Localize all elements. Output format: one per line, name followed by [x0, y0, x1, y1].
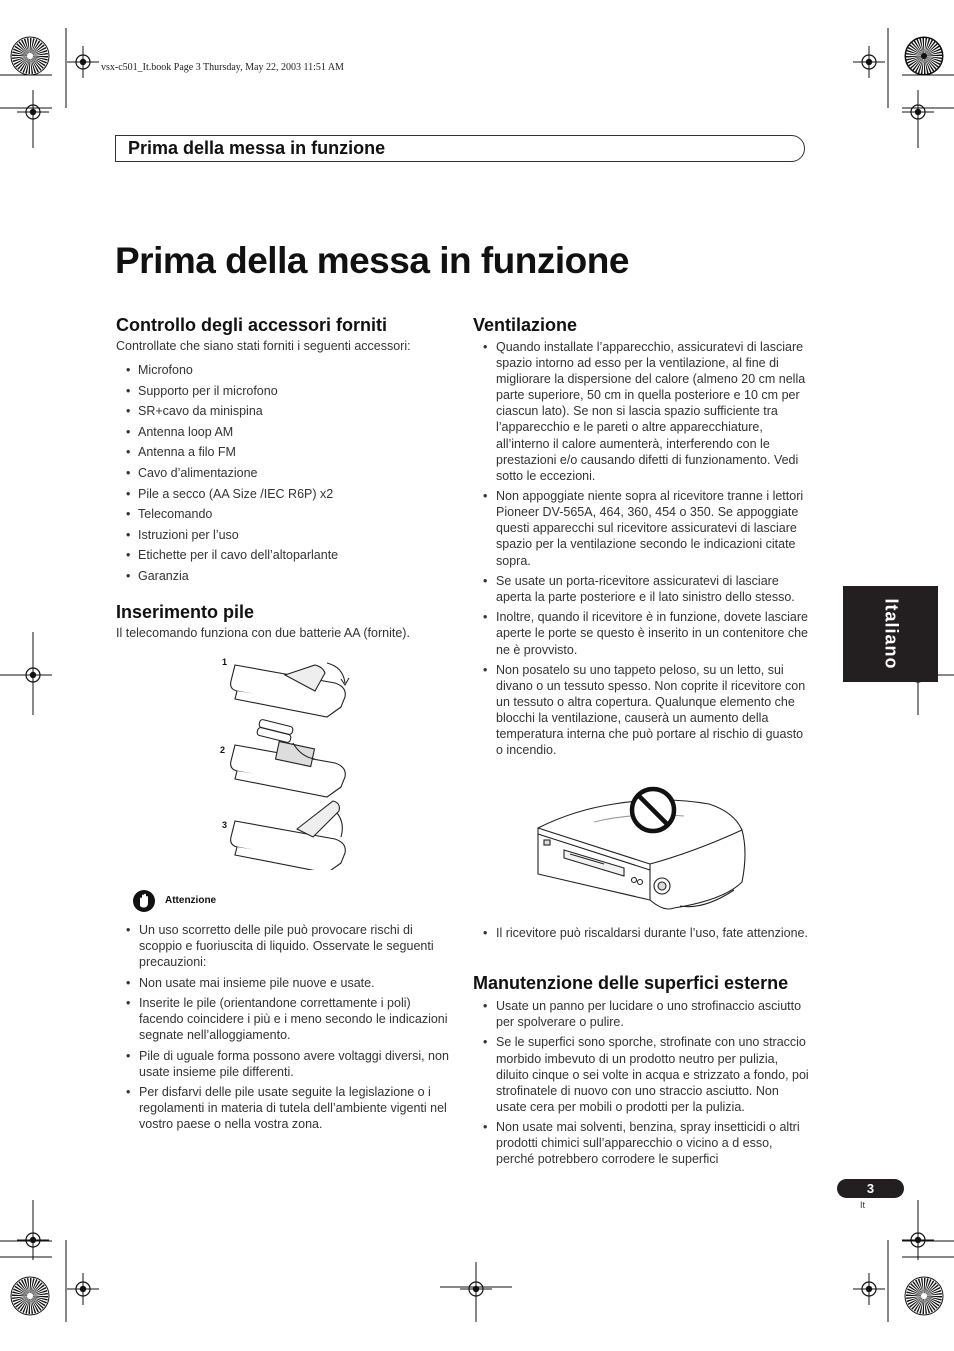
list-item: • Etichette per il cavo dell’altoparlante [116, 545, 456, 566]
list-item: • Pile di uguale forma possono avere voltaggi diversi, non usate insieme pile differenti. [116, 1048, 454, 1080]
caution-label: Attenzione [165, 895, 217, 906]
batteries-section [116, 602, 456, 641]
maintenance-list [473, 998, 811, 1168]
list-item: • Per disfarvi delle pile usate seguite la legislazione o i regolamenti in materia di tutela dell’ambiente vigenti nel vostro paese o nella vostra zona. [116, 1084, 454, 1132]
caution-list-container [116, 922, 454, 1137]
page-title: Prima della messa in funzione [115, 240, 629, 281]
caution-list [116, 922, 454, 1132]
list-item: • Non appoggiate niente sopra al ricevitore tranne i lettori Pioneer DV-565A, 464, 360, 454 o 350. Se appoggiate questi apparecchi sul ricevitore assicuratevi di lasciare spazio per la ventilazione secondo le indicazioni citate sopra. [473, 488, 811, 568]
accessories-section [116, 315, 456, 587]
list-item: • Telecomando [116, 504, 456, 525]
section-header-bar: Prima della messa in funzione [115, 135, 805, 162]
list-item: • Pile a secco (AA Size /IEC R6P) x2 [116, 484, 456, 505]
list-item: • Non posatelo su uno tappeto peloso, su un letto, sui divano o un tessuto spesso. Non coprite il ricevitore con un tessuto o altra copertura. Qualunque elemento che blocchi la ventilazione, causerà un aumento della temperatura interna che può portare al rischio di guasto o incendio. [473, 662, 811, 759]
list-item: • Istruzioni per l’uso [116, 525, 456, 546]
file-info: vsx-c501_It.book Page 3 Thursday, May 22, 2003 11:51 AM [101, 62, 344, 73]
accessories-heading: Controllo degli accessori forniti [116, 315, 388, 335]
covered-receiver-illustration [534, 782, 749, 917]
ventilation-section [473, 315, 811, 763]
language-tab-label: Italiano [881, 598, 902, 670]
list-item: • Cavo d’alimentazione [116, 463, 456, 484]
list-item: • Un uso scorretto delle pile può provocare rischi di scoppio e fuoriuscita di liquido. Osservate le seguenti precauzioni: [116, 922, 454, 970]
list-item: • Il ricevitore può riscaldarsi durante l’uso, fate attenzione. [473, 925, 811, 941]
registration-target-icon [905, 37, 943, 75]
maintenance-section [473, 973, 811, 1172]
registration-target-icon [11, 1277, 49, 1315]
list-item: • Quando installate l’apparecchio, assicuratevi di lasciare spazio intorno ad esso per la ventilazione, al fine di migliorare la dispersione del calore (almeno 20 cm nella parte superiore, 50 cm in quella posteriore e 10 cm per ciascun lato). Se non si lascia spazio sufficiente tra l’apparecchio e le pareti o altre apparecchiature, all’interno il calore aumenterà, interferendo con le prestazioni e/o causando difetti di funzionamento. Vedi sotto le eccezioni. [473, 339, 811, 484]
step-label-2: 2 [220, 745, 226, 755]
ventilation-heading: Ventilazione [473, 315, 578, 335]
step-label-3: 3 [222, 820, 228, 830]
maintenance-heading: Manutenzione delle superfici esterne [473, 973, 789, 993]
list-item: • Non usate mai solventi, benzina, spray insetticidi o altri prodotti chimici sull’apparecchio o vicino a d esso, perché potrebbero corrodere le superfici [473, 1119, 811, 1167]
list-item: • Inoltre, quando il ricevitore è in funzione, dovete lasciare aperte le porte se questo è inserito in un contenitore che ne è provvisto. [473, 609, 811, 657]
page-number: 3 [837, 1179, 904, 1198]
page-language-code: It [860, 1200, 866, 1210]
heat-warning-list [473, 925, 811, 941]
list-item: • Usate un panno per lucidare o uno strofinaccio asciutto per spolverare o pulire. [473, 998, 811, 1030]
list-item: • Inserite le pile (orientandone correttamente i poli) facendo coincidere i più e i meno secondo le indicazioni segnate nell’alloggiamento. [116, 995, 454, 1043]
heat-warning-container [473, 925, 811, 945]
list-item: • Se usate un porta-ricevitore assicuratevi di lasciare aperta la parte posteriore e il lato sinistro dello stesso. [473, 573, 811, 605]
ventilation-list [473, 339, 811, 759]
accessories-intro: Controllate che siano stati forniti i seguenti accessori: [116, 339, 411, 353]
battery-insertion-illustration [215, 645, 365, 870]
accessories-list [116, 360, 456, 587]
batteries-intro: Il telecomando funziona con due batterie AA (fornite). [116, 626, 410, 640]
caution-hand-icon [132, 889, 156, 913]
list-item: • Supporto per il microfono [116, 381, 456, 402]
list-item: • Non usate mai insieme pile nuove e usate. [116, 975, 454, 991]
step-label-1: 1 [222, 657, 228, 667]
list-item: • SR+cavo da minispina [116, 401, 456, 422]
batteries-heading: Inserimento pile [116, 602, 255, 622]
list-item: • Garanzia [116, 566, 456, 587]
list-item: • Antenna loop AM [116, 422, 456, 443]
registration-target-icon [11, 37, 49, 75]
list-item: • Antenna a filo FM [116, 442, 456, 463]
list-item: • Microfono [116, 360, 456, 381]
prohibited-icon [632, 789, 674, 831]
language-tab [843, 586, 938, 682]
registration-target-icon [905, 1277, 943, 1315]
list-item: • Se le superfici sono sporche, strofinate con uno straccio morbido imbevuto di un prodotto neutro per pulizia, diluito cinque o sei volte in acqua e strizzato a fondo, poi strofinatele di nuovo con uno straccio asciutto. Non usate cera per mobili o prodotti per la pulizia. [473, 1034, 811, 1114]
